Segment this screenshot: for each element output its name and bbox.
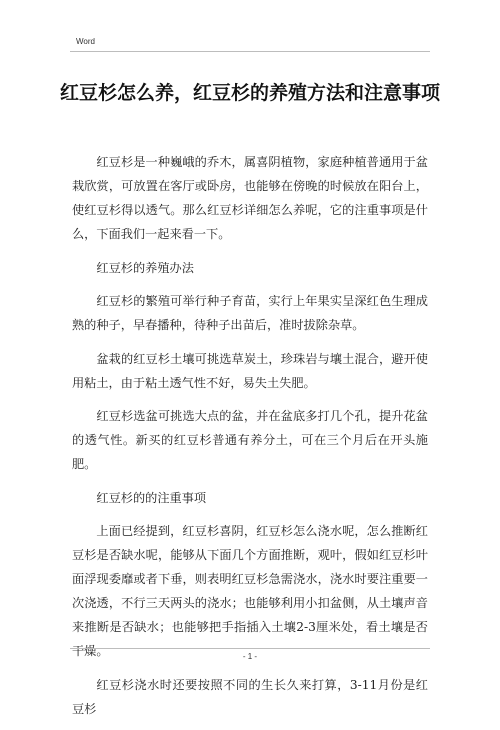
page-number: - 1 - — [242, 652, 258, 661]
document-body — [72, 150, 428, 730]
section-heading-precautions: 红豆杉的的注重事项 — [96, 490, 207, 505]
document-title: 红豆杉怎么养，红豆杉的养殖方法和注意事项 — [60, 82, 441, 104]
paragraph-growth-period: 红豆杉浇水时还要按照不同的生长久来打算，3-11月份是红豆杉 — [72, 677, 428, 716]
header-divider — [70, 51, 430, 52]
paragraph-watering: 上面已经提到，红豆杉喜阴，红豆杉怎么浇水呢，怎么推断红豆杉是否缺水呢，能够从下面几个方面推断，观叶，假如红豆杉叶面浮现委靡或者下垂，则表明红豆杉急需浇水，浇水时要注重要一次浇透，不行三天两头的浇水；也能够利用小扣盆侧，从土壤声音来推断是否缺水；也能够把手指插入土壤2-3厘米处，看土壤是否干燥。 — [72, 524, 428, 658]
intro-paragraph: 红豆杉是一种巍峨的乔木，属喜阴植物，家庭种植普通用于盆栽欣赏，可放置在客厅或卧房，也能够在傍晚的时候放在阳台上，使红豆杉得以透气。那么红豆杉详细怎么养呢，它的注重事项是什么，下面我们一起来看一下。 — [72, 155, 428, 241]
footer-divider — [70, 648, 430, 649]
paragraph-soil: 盆栽的红豆杉土壤可挑选草炭土，珍珠岩与壤土混合，避开使用粘土，由于粘土透气性不好，易失土失肥。 — [72, 351, 428, 390]
header-label: Word — [76, 37, 95, 46]
paragraph-pot: 红豆杉选盆可挑选大点的盆，并在盆底多打几个孔，提升花盆的透气性。新买的红豆杉普通有养分土，可在三个月后在开头施肥。 — [72, 409, 428, 471]
section-heading-cultivation: 红豆杉的养殖办法 — [96, 260, 194, 275]
paragraph-propagation: 红豆杉的繁殖可举行种子育苗，实行上年果实呈深红色生理成熟的种子，早春播种，待种子出苗后，准时拔除杂草。 — [72, 294, 428, 332]
